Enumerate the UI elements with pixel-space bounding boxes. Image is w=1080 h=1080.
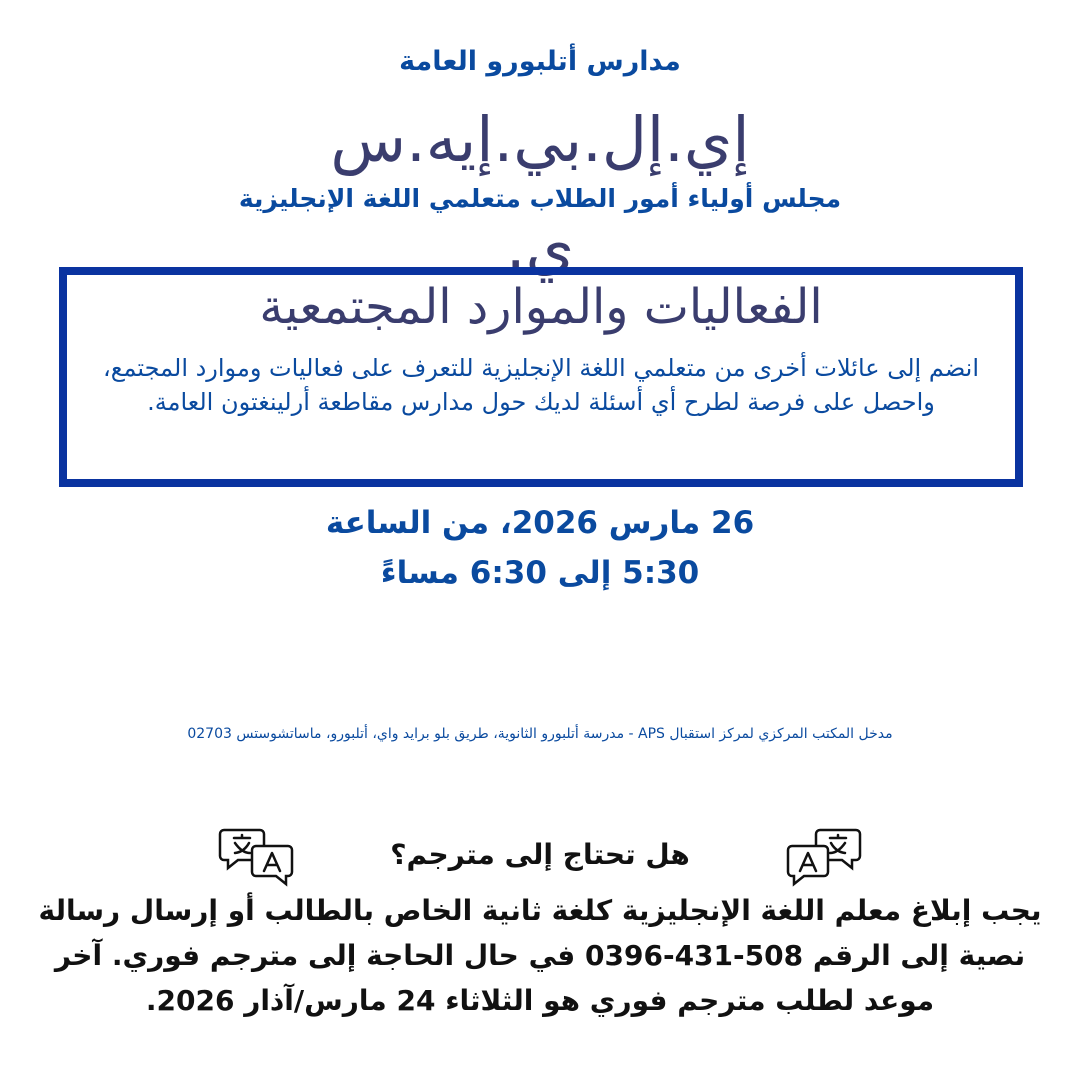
interpreter-instructions: يجب إبلاغ معلم اللغة الإنجليزية كلغة ثانية الخاص بالطالب أو إرسال رسالة نصية إلى الرقم 508-431-0396 في حال الحاجة إلى مترجم فوري. آخر موعد لطلب مترجم فوري هو الثلاثاء 24 مارس/آذار 2026. — [38, 894, 1042, 1017]
translate-icon — [782, 826, 862, 888]
interpreter-question: هل تحتاج إلى مترجم؟ — [390, 838, 690, 871]
event-time: 5:30 إلى 6:30 مساءً — [380, 555, 700, 591]
event-address: مدخل المكتب المركزي لمركز استقبال APS - مدرسة أتلبورو الثانوية، طريق بلو برايد واي، أتلبورو، ماساتشوستس 02703 — [187, 726, 893, 742]
event-schedule — [0, 498, 1080, 598]
event-date: 26 مارس 2026، من الساعة — [325, 505, 755, 541]
council-name: مجلس أولياء أمور الطلاب متعلمي اللغة الإنجليزية — [238, 184, 842, 213]
event-box-title: الفعاليات والموارد المجتمعية — [259, 279, 823, 335]
district-name: مدارس أتلبورو العامة — [399, 46, 681, 77]
event-box — [59, 267, 1023, 487]
event-box-description: انضم إلى عائلات أخرى من متعلمي اللغة الإنجليزية للتعرف على فعاليات وموارد المجتمع، واحصل على فرصة لطرح أي أسئلة لديك حول مدارس مقاطعة أرلينغتون العامة. — [103, 354, 979, 416]
council-acronym: إي.إل.بي.إيه.س — [330, 103, 750, 176]
council-acronym-tail: ي. — [505, 210, 575, 283]
